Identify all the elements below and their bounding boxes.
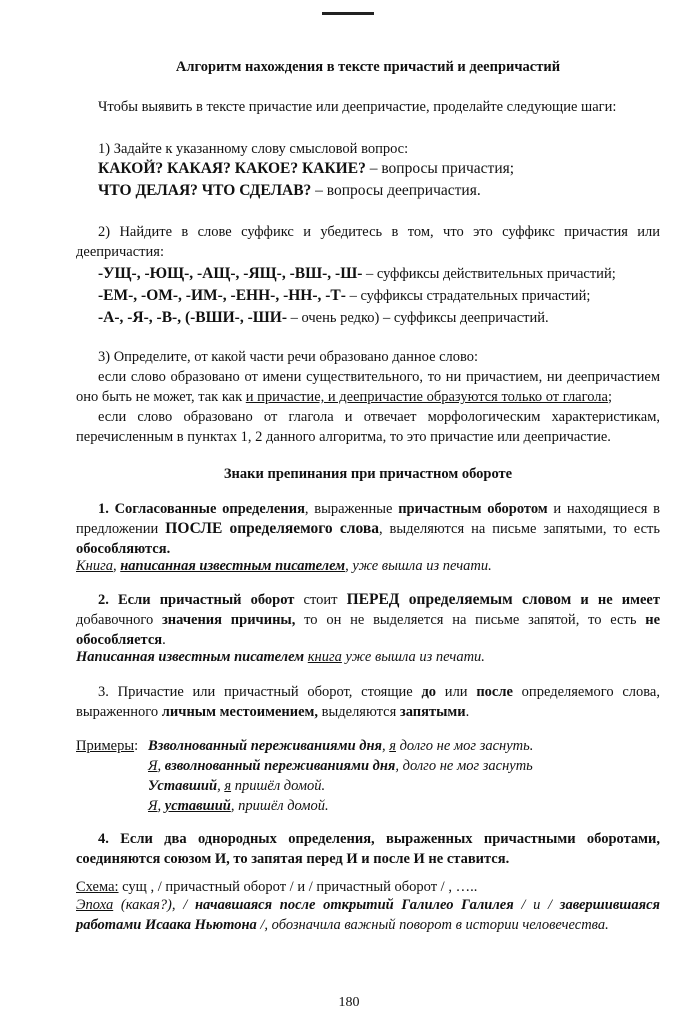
passive-suffixes-note: – суффиксы страдательных причастий; (345, 288, 591, 304)
rule-3-example-1: Взволнованный переживаниями дня, я долго не мог заснуть. (148, 738, 534, 754)
rule-4-scheme: Схема: сущ , / причастный оборот / и / причастный оборот / , ….. (76, 879, 478, 895)
step-3-point-2: если слово образовано от глагола и отвечает морфологическим характеристикам, перечисленным в пунктах 1, 2 данного алгоритма, то это причастие или деепричастие. (76, 409, 660, 445)
step-3-text: 3) Определите, от какой части речи образовано данное слово: (98, 349, 479, 365)
header-rule (322, 12, 374, 15)
gerund-suffixes-note: – очень редко) – суффиксы деепричастий. (287, 310, 549, 326)
rule-1: 1. Согласованные определения, выраженные причастным оборотом и находящиеся в предложении ПОСЛЕ определяемого слова, выделяются на письме запятыми, то есть обособляются. (76, 501, 660, 557)
step-2 (76, 222, 660, 328)
participle-questions-note: – вопросы причастия; (365, 160, 515, 177)
rule-4-example: Эпоха (какая?), / начавшаяся после открытий Галилео Галилея / и / завершившаяся работами Исаака Ньютона /, обозначила важный поворот в истории человечества. (76, 897, 660, 933)
rule-2-example: Написанная известным писателем книга уже вышла из печати. (76, 649, 485, 665)
rule-3: 3. Причастие или причастный оборот, стоящие до или после определяемого слова, выраженного личным местоимением, выделяются запятыми. (76, 684, 660, 720)
rule-3-example-3: Уставший, я пришёл домой. (148, 778, 326, 794)
rule-1-example: Книга, написанная известным писателем, уже вышла из печати. (76, 558, 492, 574)
active-suffixes: -УЩ-, -ЮЩ-, -АЩ-, -ЯЩ-, -ВШ-, -Ш- (98, 265, 363, 282)
step-1 (76, 139, 660, 201)
page-number: 180 (338, 995, 360, 1010)
step-1-text: 1) Задайте к указанному слову смысловой вопрос: (98, 141, 409, 157)
rule-3-example-4: Я, уставший, пришёл домой. (148, 798, 329, 814)
section-subtitle: Знаки препинания при причастном обороте (223, 466, 513, 482)
intro-paragraph: Чтобы выявить в тексте причастие или деепричастие, проделайте следующие шаги: (98, 99, 617, 115)
page-title: Алгоритм нахождения в тексте причастий и деепричастий (175, 59, 561, 75)
gerund-suffixes: -А-, -Я-, -В-, (-ВШИ-, -ШИ- (98, 309, 287, 326)
active-suffixes-note: – суффиксы действительных причастий; (362, 266, 616, 282)
rule-2: 2. Если причастный оборот стоит ПЕРЕД определяемым словом и не имеет добавочного значения причины, то он не выделяется на письме запятой, то есть не обособляется. (76, 591, 661, 648)
participle-questions: КАКОЙ? КАКАЯ? КАКОЕ? КАКИЕ? (98, 160, 366, 177)
gerund-questions-note: – вопросы деепричастия. (311, 182, 481, 199)
passive-suffixes: -ЕМ-, -ОМ-, -ИМ-, -ЕНН-, -НН-, -Т- (98, 287, 346, 304)
step-2-text: 2) Найдите в слове суффикс и убедитесь в том, что это суффикс причастия или деепричастия: (76, 224, 660, 260)
rule-3-example-2: Я, взволнованный переживаниями дня, долго не мог заснуть (148, 758, 533, 774)
examples-label: Примеры: (76, 738, 139, 754)
gerund-questions: ЧТО ДЕЛАЯ? ЧТО СДЕЛАВ? (98, 182, 312, 199)
rule-4: 4. Если два однородных определения, выраженных причастными оборотами, соединяются союзом И, то запятая перед И и после И не ставится. (76, 831, 660, 867)
step-3-point-1: если слово образовано от имени существительного, то ни причастием, ни деепричастием оно быть не может, так как и причастие, и деепричастие образуются только от глагола; (76, 369, 660, 405)
step-3 (76, 347, 660, 447)
